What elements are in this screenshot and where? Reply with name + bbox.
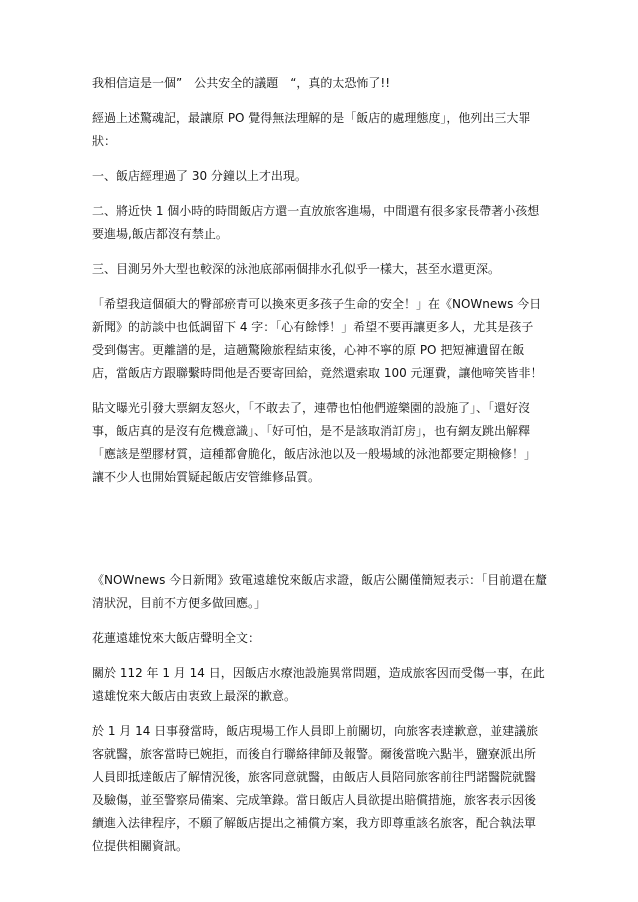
paragraph-statement-details: 於 1 月 14 日事發當時，飯店現場工作人員即上前關切，向旅客表達歉意，並建議旅 客就醫，旅客當時已婉拒，而後自行聯絡律師及報警。爾後當晚六點半，鹽寮派出所 人員即抵達飯店了解情況後，旅客同意就醫，由飯店人員陪同旅客前往門諾醫院就醫 及驗傷，並至警察局備案、完成筆錄。當日飯店人員欲提出賠償措施，旅客表示因後 續進入法律程序，不願了解飯店提出之補償方案，我方即尊重該名旅客，配合執法單 位提供相關資訊。 bbox=[92, 724, 539, 853]
paragraph-netizen-reactions: 貼文曝光引發大票網友怒火，「不敢去了，連帶也怕他們遊樂園的設施了」、「還好沒 事，飯店真的是沒有危機意識」、「好可怕，是不是該取消訂房」，也有網友跳出解釋 「應該是塑膠材質，這種都會脆化，飯店泳池以及一般場域的泳池都要定期檢修！」 讓不少人也開始質疑起飯店安管維修品質。 bbox=[92, 401, 537, 484]
paragraph-complaint-3: 三、目測另外大型也較深的泳池底部兩個排水孔似乎一樣大，甚至水還更深。 bbox=[92, 262, 501, 276]
paragraph-complaint-1: 一、飯店經理過了 30 分鐘以上才出現。 bbox=[92, 169, 307, 183]
paragraph-interview: 「希望我這個碩大的臀部瘀青可以換來更多孩子生命的安全！」在《NOWnews 今日 新聞》的訪談中也低調留下 4 字：「心有餘悸！」希望不要再讓更多人，尤其是孩子 受到傷害。更離譜的是，這趟驚險旅程結束後，心神不寧的原 PO 把短褲遺留在飯 店，當飯店方跟聯繫時問他是否要寄回給，竟然還索取 100 元運費，讓他啼笑皆非！ bbox=[92, 297, 543, 380]
paragraph-complaint-2: 二、將近快 1 個小時的時間飯店方還一直放旅客進場，中間還有很多家長帶著小孩想 要進場,飯店都沒有禁止。 bbox=[92, 204, 540, 241]
paragraph-complaints-intro: 經過上述驚魂記，最讓原 PO 覺得無法理解的是「飯店的處理態度」，他列出三大罪 狀： bbox=[92, 111, 531, 148]
paragraph-statement-apology: 關於 112 年 1 月 14 日，因飯店水療池設施異常問題，造成旅客因而受傷一事，在此 遠雄悅來大飯店由衷致上最深的歉意。 bbox=[92, 666, 545, 703]
paragraph-statement-title: 花蓮遠雄悅來大飯店聲明全文： bbox=[92, 631, 261, 645]
paragraph-opening: 我相信這是一個” 公共安全的議題 “，真的太恐怖了!! bbox=[92, 76, 391, 90]
paragraph-hotel-response: 《NOWnews 今日新聞》致電遠雄悅來飯店求證，飯店公關僅簡短表示：「目前還在釐 清狀況，目前不方便多做回應。」 bbox=[92, 573, 548, 610]
document-page bbox=[92, 72, 580, 858]
